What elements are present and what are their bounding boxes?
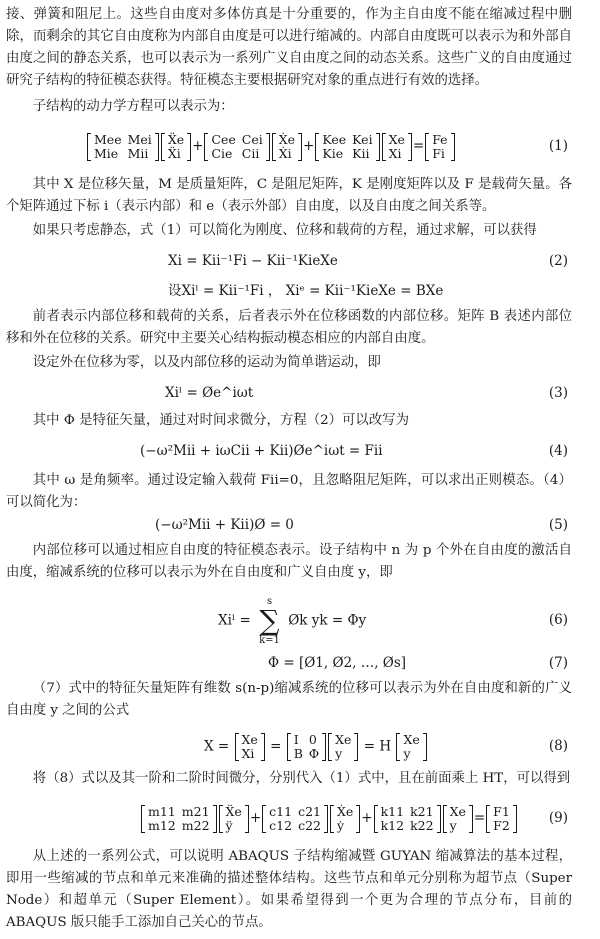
reduced-velocity-vector: Ẋe ẏ bbox=[330, 805, 360, 833]
equation-3 bbox=[0, 378, 600, 408]
velocity-vector: Ẋe Ẋi bbox=[272, 133, 302, 161]
load-vector: Fe Fi bbox=[425, 133, 454, 161]
reduced-stiffness-matrix: k11 k21 k12 k22 bbox=[374, 805, 441, 833]
equation-8-lhs: X = bbox=[204, 738, 230, 755]
equation-6-lhs: Xiˡ = bbox=[218, 612, 251, 629]
paragraph-dimension: （7）式中的特征矢量矩阵有维数 s(n-p)缩减系统的位移可以表示为外在自由度和新的广义自由度 y 之间的公式 bbox=[6, 681, 572, 718]
equation-7 bbox=[0, 648, 600, 678]
paragraph-dynamics-intro: 子结构的动力学方程可以表示为： bbox=[32, 99, 234, 114]
summation-symbol: s ∑ k=1 bbox=[259, 595, 280, 646]
equation-9-body: m11 m21 m12 m22 Ẍe ÿ + c11 c21 c12 c22 Ẋe ẏ + k11 k21 k12 k22 Xe y = F1 F2 bbox=[140, 798, 518, 838]
equation-2a bbox=[0, 246, 600, 276]
paragraph-substitution: 将（8）式以及其一阶和二阶时间微分，分别代入（1）式中，且在前面乘上 HT，可以得到 bbox=[32, 771, 571, 786]
equation-1-body: Mee Mei Mie Mii Ẍe Ẍi + Cee Cei Cie Cii Ẋe Ẋi + Kee Kei Kie Kii Xe Xi = Fe Fi bbox=[86, 128, 456, 164]
summation-upper: s bbox=[266, 595, 273, 607]
equation-6 bbox=[0, 594, 600, 646]
equation-8-vector-1: Xe Xi bbox=[235, 733, 265, 761]
paragraph-static-case: 如果只考虑静态，式（1）可以简化为刚度、位移和载荷的方程，通过求解，可以获得 bbox=[32, 223, 537, 238]
paragraph-matrix-b: 前者表示内部位移和载荷的关系，后者表示外在位移函数的内部位移。矩阵 B 表述内部位移和外在位移的关系。研究中主要关心结构振动模态相应的内部自由度。 bbox=[6, 309, 572, 346]
equation-8-equals: = bbox=[270, 738, 282, 755]
reduced-acceleration-vector: Ẍe ÿ bbox=[219, 805, 249, 833]
equation-8-vector-3: Xe y bbox=[396, 733, 426, 761]
equation-9 bbox=[0, 798, 600, 838]
equation-6-body bbox=[218, 594, 366, 647]
equation-2a-body: Xi = Kii⁻¹Fi − Kii⁻¹KieXe bbox=[168, 253, 338, 269]
mass-matrix: Mee Mei Mie Mii bbox=[87, 133, 159, 161]
displacement-vector: Xe Xi bbox=[382, 133, 412, 161]
equation-4-number: (4) bbox=[548, 443, 568, 459]
equation-8-body bbox=[204, 726, 428, 767]
equation-5 bbox=[0, 510, 600, 540]
equation-3-body: Xiˡ = Øe^iωt bbox=[165, 385, 254, 401]
equation-3-number: (3) bbox=[548, 385, 568, 401]
equation-7-body: Φ = [Ø1, Ø2, …, Øs] bbox=[268, 655, 407, 671]
equation-1 bbox=[0, 128, 600, 164]
paragraph-intro: 接、弹簧和阻尼上。这些自由度对多体仿真是十分重要的，作为主自由度不能在缩减过程中删除，而剩余的其它自由度称为内部自由度是可以进行缩减的。内部自由度既可以表示为和外部自由度之间的静态关系，也可以表示为一系列广义自由度之间的动态关系。这些广义的自由度通过研究子结构的特征模态获得。特征模态主要根据研究对象的重点进行有效的选择。 bbox=[6, 7, 572, 88]
equation-5-number: (5) bbox=[548, 517, 568, 533]
paragraph-conclusion: 从上述的一系列公式，可以说明 ABAQUS 子结构缩减暨 GUYAN 缩减算法的基本过程，即用一些缩减的节点和单元来准确的描述整体结构。这些节点和单元分别称为超节点（Super Node）和超单元（Super Element）。如果希望得到一个更为合理的节点分布，目前的 ABAQUS 版只能手工添加自己关心的节点。 bbox=[6, 849, 572, 930]
reduced-displacement-vector: Xe y bbox=[443, 805, 473, 833]
reduced-damping-matrix: c11 c21 c12 c22 bbox=[262, 805, 328, 833]
equation-2b-body: 设Xiˡ = Kii⁻¹Fi ， Xiᵉ = Kii⁻¹KieXe = BXe bbox=[168, 283, 444, 299]
equation-4 bbox=[0, 436, 600, 466]
equation-9-number: (9) bbox=[548, 810, 568, 826]
equation-8-h: = H bbox=[363, 738, 392, 755]
transformation-matrix: I 0 B Φ bbox=[287, 733, 326, 761]
paragraph-variable-definitions: 其中 X 是位移矢量，M 是质量矩阵，C 是阻尼矩阵，K 是刚度矩阵以及 F 是载荷矢量。各个矩阵通过下标 i（表示内部）和 e（表示外部）自由度，以及自由度之间关系等。 bbox=[6, 177, 572, 214]
equation-7-number: (7) bbox=[548, 655, 568, 671]
equation-8 bbox=[0, 726, 600, 766]
equation-8-number: (8) bbox=[548, 738, 568, 754]
equation-2-number: (2) bbox=[548, 253, 568, 269]
summation-lower: k=1 bbox=[259, 634, 280, 646]
equation-6-rhs: Øk yk = Φy bbox=[288, 612, 367, 629]
stiffness-matrix: Kee Kei Kie Kii bbox=[315, 133, 379, 161]
equation-2b bbox=[0, 276, 600, 306]
paragraph-eigenvector: 其中 Φ 是特征矢量，通过对时间求微分，方程（2）可以改写为 bbox=[32, 413, 409, 428]
equation-4-body: (−ω²Mii + iωCii + Kii)Øe^iωt = Fii bbox=[140, 443, 383, 459]
reduced-load-vector: F1 F2 bbox=[486, 805, 517, 833]
reduced-mass-matrix: m11 m21 m12 m22 bbox=[141, 805, 217, 833]
equation-1-number: (1) bbox=[548, 138, 568, 154]
damping-matrix: Cee Cei Cie Cii bbox=[204, 133, 269, 161]
equation-5-body: (−ω²Mii + Kii)Ø = 0 bbox=[155, 517, 294, 533]
paragraph-modal-representation: 内部位移可以通过相应自由度的特征模态表示。设子结构中 n 为 p 个外在自由度的激活自由度，缩减系统的位移可以表示为外在自由度和广义自由度 y，即 bbox=[6, 543, 572, 580]
equation-8-vector-2: Xe y bbox=[328, 733, 358, 761]
acceleration-vector: Ẍe Ẍi bbox=[161, 133, 191, 161]
paragraph-angular-frequency: 其中 ω 是角频率。通过设定输入载荷 Fii=0，且忽略阻尼矩阵，可以求出正则模态。（4）可以简化为： bbox=[6, 473, 572, 510]
paragraph-harmonic-motion: 设定外在位移为零，以及内部位移的运动为简单谐运动，即 bbox=[32, 355, 381, 370]
equation-6-number: (6) bbox=[548, 612, 568, 628]
